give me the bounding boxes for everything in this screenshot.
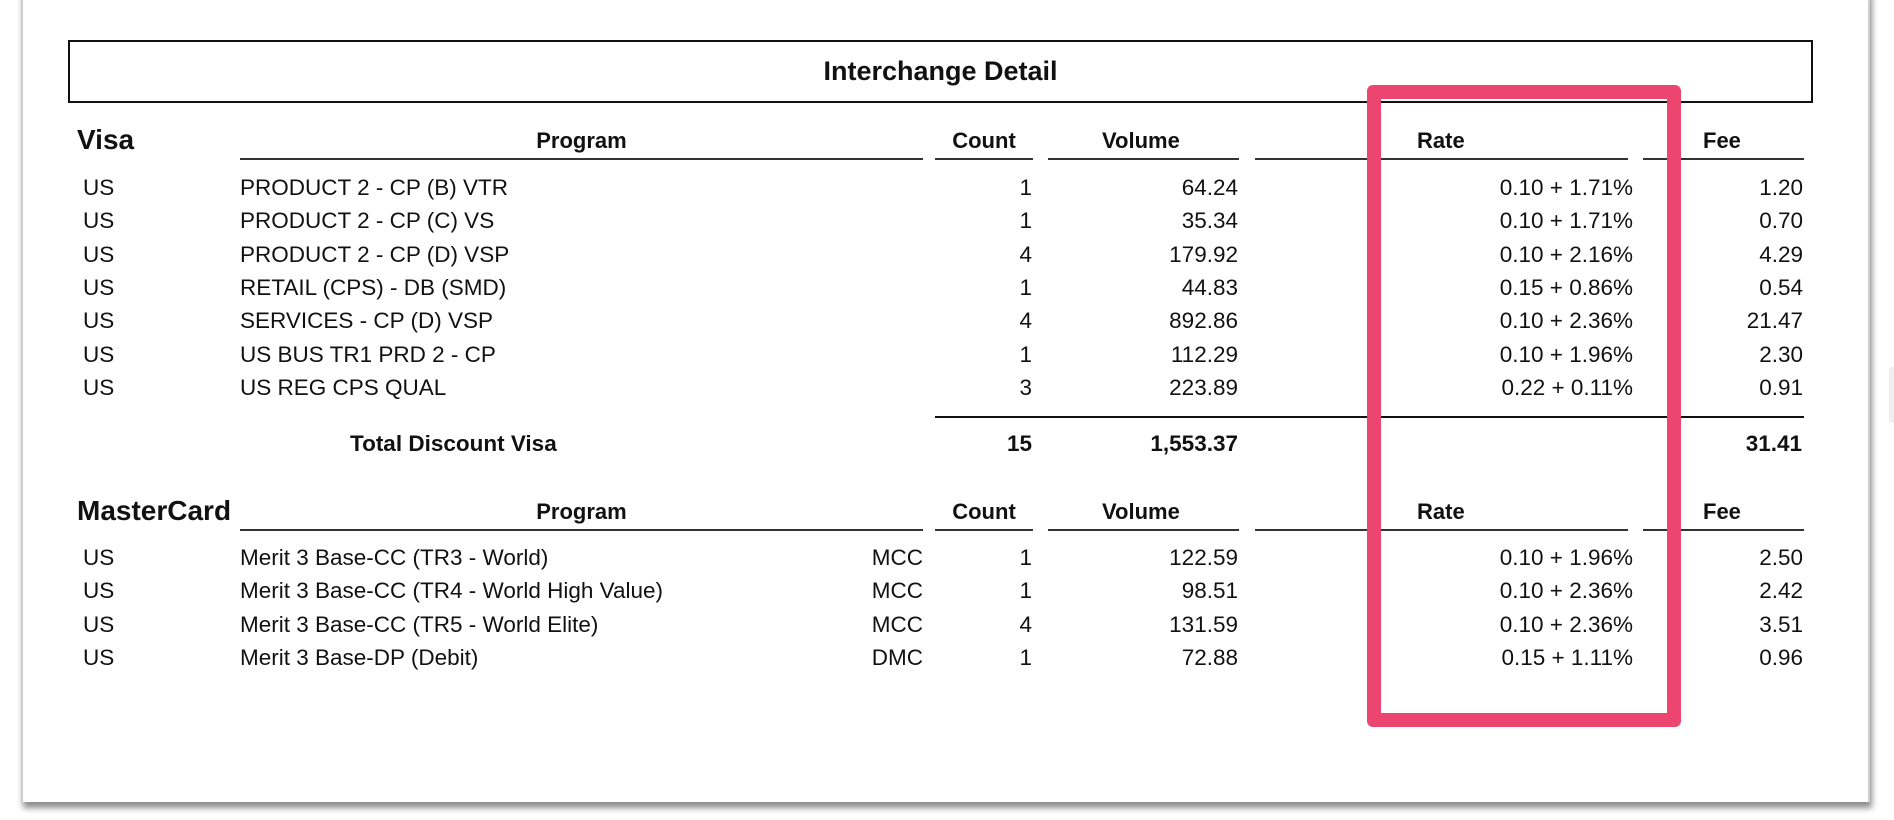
row-volume: 44.83 — [1181, 275, 1238, 300]
row-region: US — [83, 645, 115, 670]
column-header-program: Program — [536, 128, 627, 153]
row-volume: 72.88 — [1181, 645, 1238, 670]
row-program: Merit 3 Base-CC (TR5 - World Elite) — [240, 612, 599, 637]
row-rate: 0.15 + 0.86% — [1499, 275, 1633, 300]
row-count: 1 — [1019, 275, 1032, 300]
row-volume: 122.59 — [1169, 545, 1238, 570]
row-program: SERVICES - CP (D) VSP — [240, 308, 493, 333]
row-program: PRODUCT 2 - CP (D) VSP — [240, 242, 510, 267]
column-header-rate: Rate — [1417, 499, 1465, 524]
row-count: 1 — [1019, 645, 1032, 670]
row-count: 1 — [1019, 578, 1032, 603]
row-fee: 0.96 — [1759, 645, 1803, 670]
column-header-volume: Volume — [1102, 128, 1180, 153]
total-volume: 1,553.37 — [1150, 431, 1238, 456]
row-region: US — [83, 375, 115, 400]
row-rate: 0.22 + 0.11% — [1501, 375, 1633, 400]
underline-program — [240, 158, 923, 160]
row-fee: 4.29 — [1759, 242, 1803, 267]
row-code: MCC — [871, 545, 923, 570]
row-fee: 0.91 — [1759, 375, 1803, 400]
row-volume: 131.59 — [1169, 612, 1238, 637]
underline-volume — [1048, 158, 1239, 160]
row-count: 4 — [1019, 242, 1032, 267]
row-program: PRODUCT 2 - CP (C) VS — [240, 208, 495, 233]
row-program: PRODUCT 2 - CP (B) VTR — [240, 175, 508, 200]
column-header-count: Count — [952, 128, 1016, 153]
row-rate: 0.10 + 1.71% — [1499, 208, 1633, 233]
row-fee: 3.51 — [1759, 612, 1803, 637]
row-rate: 0.10 + 1.96% — [1499, 545, 1633, 570]
total-count: 15 — [1006, 431, 1032, 456]
row-fee: 2.30 — [1759, 342, 1803, 367]
row-count: 4 — [1019, 308, 1032, 333]
underline-program — [240, 529, 923, 531]
column-header-program: Program — [536, 499, 627, 524]
column-header-fee: Fee — [1703, 128, 1741, 153]
row-fee: 0.54 — [1759, 275, 1803, 300]
row-count: 4 — [1019, 612, 1032, 637]
row-fee: 21.47 — [1746, 308, 1803, 333]
row-volume: 64.24 — [1181, 175, 1238, 200]
row-volume: 223.89 — [1169, 375, 1238, 400]
row-rate: 0.10 + 1.71% — [1499, 175, 1633, 200]
side-scroll-tab[interactable] — [1889, 367, 1894, 423]
row-rate: 0.10 + 2.36% — [1499, 578, 1633, 603]
row-region: US — [83, 612, 115, 637]
row-code: MCC — [871, 578, 923, 603]
rate-column-highlight-box — [1367, 85, 1681, 727]
row-fee: 2.50 — [1759, 545, 1803, 570]
row-region: US — [83, 308, 115, 333]
underline-count — [935, 158, 1033, 160]
row-rate: 0.10 + 2.16% — [1499, 242, 1633, 267]
row-count: 1 — [1019, 545, 1032, 570]
underline-volume — [1048, 529, 1239, 531]
row-count: 1 — [1019, 175, 1032, 200]
row-program: US REG CPS QUAL — [240, 375, 447, 400]
row-fee: 1.20 — [1759, 175, 1803, 200]
row-volume: 892.86 — [1169, 308, 1238, 333]
column-header-fee: Fee — [1703, 499, 1741, 524]
row-volume: 112.29 — [1170, 342, 1238, 367]
total-fee: 31.41 — [1745, 431, 1802, 456]
row-region: US — [83, 242, 115, 267]
column-header-count: Count — [952, 499, 1016, 524]
section-brand-mastercard: MasterCard — [77, 495, 232, 526]
row-region: US — [83, 342, 115, 367]
row-volume: 179.92 — [1169, 242, 1238, 267]
row-region: US — [83, 175, 115, 200]
row-volume: 98.51 — [1181, 578, 1238, 603]
row-rate: 0.10 + 2.36% — [1499, 308, 1633, 333]
row-region: US — [83, 578, 115, 603]
report-title: Interchange Detail — [823, 56, 1058, 86]
column-header-volume: Volume — [1102, 499, 1180, 524]
row-fee: 2.42 — [1759, 578, 1803, 603]
row-code: MCC — [871, 612, 923, 637]
row-program: Merit 3 Base-CC (TR3 - World) — [240, 545, 549, 570]
row-program: Merit 3 Base-DP (Debit) — [240, 645, 479, 670]
row-program: US BUS TR1 PRD 2 - CP — [240, 342, 496, 367]
row-program: RETAIL (CPS) - DB (SMD) — [240, 275, 507, 300]
row-count: 1 — [1019, 208, 1032, 233]
row-rate: 0.10 + 2.36% — [1499, 612, 1633, 637]
row-volume: 35.34 — [1181, 208, 1238, 233]
column-header-rate: Rate — [1417, 128, 1465, 153]
total-label: Total Discount Visa — [350, 431, 557, 456]
section-brand-visa: Visa — [77, 124, 135, 155]
row-region: US — [83, 275, 115, 300]
row-count: 3 — [1019, 375, 1032, 400]
row-region: US — [83, 208, 115, 233]
row-fee: 0.70 — [1759, 208, 1803, 233]
underline-count — [935, 529, 1033, 531]
row-rate: 0.15 + 1.11% — [1501, 645, 1633, 670]
row-program: Merit 3 Base-CC (TR4 - World High Value) — [240, 578, 664, 603]
row-region: US — [83, 545, 115, 570]
row-count: 1 — [1019, 342, 1032, 367]
row-code: DMC — [871, 645, 923, 670]
row-rate: 0.10 + 1.96% — [1499, 342, 1633, 367]
